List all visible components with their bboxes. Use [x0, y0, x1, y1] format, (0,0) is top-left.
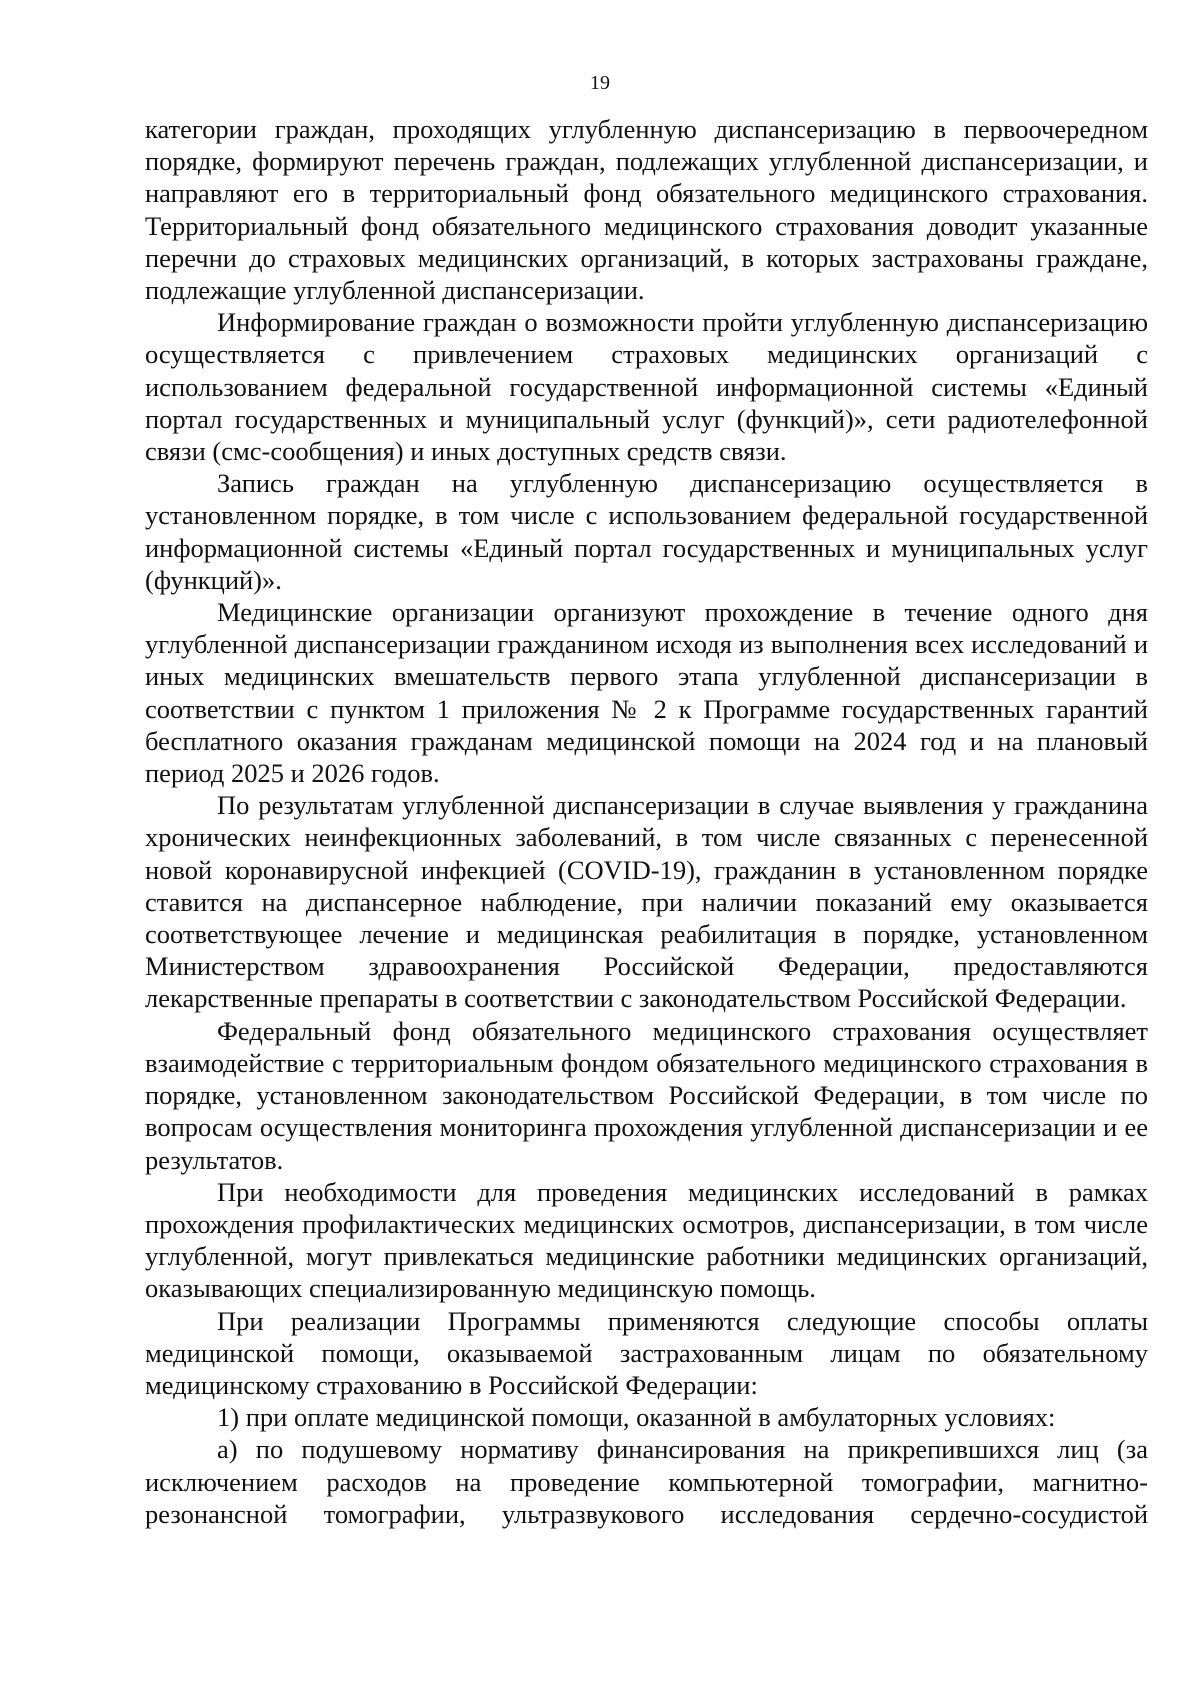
paragraph-priority-categories: категории граждан, проходящих углубленную диспансеризацию в первоочередном порядке, формируют перечень граждан, подлежащих углубленной диспансеризации, и направляют его в территориальный фонд обязательного медицинского страхования. Территориальный фонд обязательного медицинского страхования доводит указанные перечни до страховых медицинских организаций, в которых застрахованы граждане, подлежащие углубленной диспансеризации.: [145, 114, 1148, 306]
paragraph-involving-medical-workers: При необходимости для проведения медицинских исследований в рамках прохождения профилактических медицинских осмотров, диспансеризации, в том числе углубленной, могут привлекаться медицинские работники медицинских организаций, оказывающих специализированную медицинскую помощь.: [145, 1176, 1148, 1304]
paragraph-payment-methods: При реализации Программы применяются следующие способы оплаты медицинской помощи, оказываемой застрахованным лицам по обязательному медицинскому страхованию в Российской Федерации:: [145, 1305, 1148, 1400]
page-number: 19: [590, 72, 610, 94]
paragraph-registration: Запись граждан на углубленную диспансеризацию осуществляется в установленном порядке, в том числе с использованием федеральной государственной информационной системы «Единый портал государственных и муниципальных услуг (функций)».: [145, 468, 1148, 595]
paragraph-per-capita-standard: а) по подушевому нормативу финансирования на прикрепившихся лиц (за исключением расходов на проведение компьютерной томографии, магнитно-резонансной томографии, ультразвукового исследования сердечно-сосудистой: [145, 1434, 1148, 1529]
paragraph-outpatient-payment: 1) при оплате медицинской помощи, оказанной в амбулаторных условиях:: [217, 1402, 1056, 1433]
paragraph-one-day-examination: Медицинские организации организуют прохождение в течение одного дня углубленной диспансеризации гражданином исходя из выполнения всех исследований и иных медицинских вмешательств первого этапа углубленной диспансеризации в соответствии с пунктом 1 приложения № 2 к Программе государственных гарантий бесплатного оказания гражданам медицинской помощи на 2024 год и на плановый период 2025 и 2026 годов.: [145, 597, 1148, 789]
document-body: [145, 113, 1148, 1530]
paragraph-informing-citizens: Информирование граждан о возможности пройти углубленную диспансеризацию осуществляется с привлечением страховых медицинских организаций с использованием федеральной государственной информационной системы «Единый портал государственных и муниципальный услуг (функций)», сети радиотелефонной связи (смс-сообщения) и иных доступных средств связи.: [145, 307, 1148, 467]
paragraph-federal-fund-interaction: Федеральный фонд обязательного медицинского страхования осуществляет взаимодействие с территориальным фондом обязательного медицинского страхования в порядке, установленном законодательством Российской Федерации, в том числе по вопросам осуществления мониторинга прохождения углубленной диспансеризации и ее результатов.: [145, 1015, 1148, 1175]
paragraph-results-observation: По результатам углубленной диспансеризации в случае выявления у гражданина хронических неинфекционных заболеваний, в том числе связанных с перенесенной новой коронавирусной инфекцией (COVID-19), гражданин в установленном порядке ставится на диспансерное наблюдение, при наличии показаний ему оказывается соответствующее лечение и медицинская реабилитация в порядке, установленном Министерством здравоохранения Российской Федерации, предоставляются лекарственные препараты в соответствии с законодательством Российской Федерации.: [145, 790, 1148, 1014]
